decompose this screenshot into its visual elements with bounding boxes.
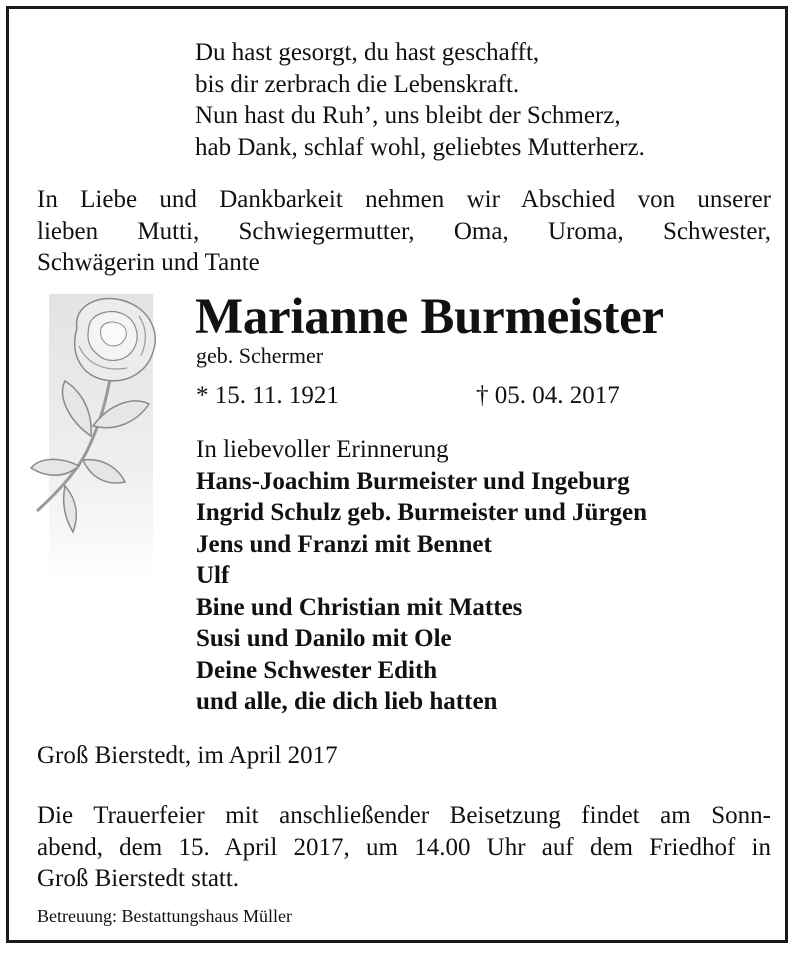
place-date: Groß Bierstedt, im April 2017 (37, 742, 338, 769)
mourner-entry: Ulf (196, 562, 230, 589)
funeral-line: Groß Bierstedt statt. (37, 865, 240, 892)
rose-icon (29, 286, 159, 586)
death-date: † 05. 04. 2017 (476, 382, 620, 409)
intro-line: lieben Mutti, Schwiegermutter, Oma, Uroma, Schwester, (37, 217, 771, 245)
mourner-entry: Deine Schwester Edith (196, 656, 438, 684)
mourner-entry: Hans-Joachim Burmeister und Ingeburg (196, 467, 630, 495)
mourner-entry: Ingrid Schulz geb. Burmeister und Jürgen (196, 499, 647, 526)
poem-line: Nun hast du Ruh’, uns bleibt der Schmerz, (195, 102, 621, 129)
care-note: Betreuung: Bestattungshaus Müller (37, 906, 292, 926)
poem-line: Du hast gesorgt, du hast geschafft, (195, 39, 540, 66)
deceased-name: Marianne Burmeister (195, 289, 664, 345)
intro-text (37, 184, 771, 279)
birth-date: * 15. 11. 1921 (196, 382, 339, 409)
mourner-entry: Bine und Christian mit Mattes (196, 593, 523, 621)
poem-line: hab Dank, schlaf wohl, geliebtes Mutterherz. (195, 133, 645, 161)
mourners-list (196, 434, 647, 718)
intro-line: In Liebe und Dankbarkeit nehmen wir Abschied von unserer (37, 186, 771, 213)
birth-name: geb. Schermer (196, 343, 324, 368)
funeral-info (37, 800, 771, 895)
intro-line: Schwägerin und Tante (37, 249, 260, 276)
mourners-heading: In liebevoller Erinnerung (196, 436, 449, 463)
funeral-line: abend, dem 15. April 2017, um 14.00 Uhr auf dem Friedhof in (37, 833, 771, 861)
mourner-entry: Susi und Danilo mit Ole (196, 625, 452, 652)
poem-line: bis dir zerbrach die Lebenskraft. (195, 70, 520, 98)
poem (195, 37, 645, 163)
life-dates (196, 380, 620, 411)
mourner-entry: Jens und Franzi mit Bennet (196, 530, 492, 558)
funeral-line: Die Trauerfeier mit anschließender Beisetzung findet am Sonn- (37, 802, 771, 829)
obituary-notice (6, 6, 788, 943)
mourner-entry: und alle, die dich lieb hatten (196, 688, 498, 715)
